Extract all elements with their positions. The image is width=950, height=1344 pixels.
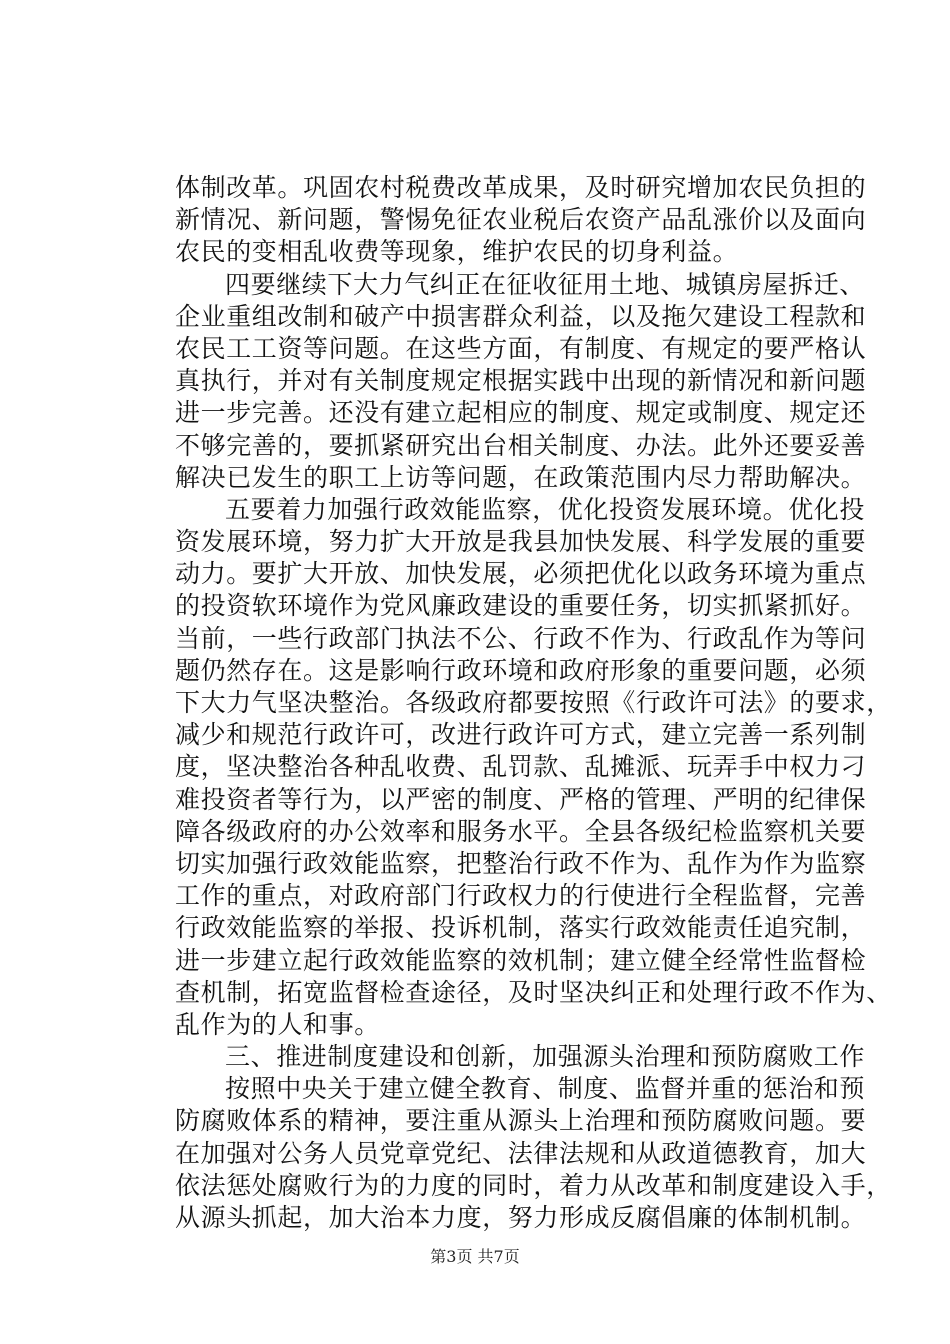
text-line: 障各级政府的办公效率和服务水平。全县各级纪检监察机关要 [175, 816, 867, 846]
text-line: 下大力气坚决整治。各级政府都要按照《行政许可法》的要求， [175, 688, 892, 717]
text-line: 乱作为的人和事。 [175, 1009, 380, 1039]
text-line: 的投资软环境作为党风廉政建设的重要任务，切实抓紧抓好。 [175, 591, 867, 621]
page-footer [0, 1247, 950, 1267]
text-line: 切实加强行政效能监察，把整治行政不作为、乱作为作为监察 [175, 848, 867, 878]
text-line: 度，坚决整治各种乱收费、乱罚款、乱摊派、玩弄手中权力刁 [175, 752, 867, 782]
text-line: 从源头抓起，加大治本力度，努力形成反腐倡廉的体制机制。 [175, 1203, 867, 1232]
section-heading: 三、推进制度建设和创新，加强源头治理和预防腐败工作 [225, 1042, 866, 1072]
text-line: 减少和规范行政许可，改进行政许可方式，建立完善一系列制 [175, 720, 867, 750]
text-line: 在加强对公务人员党章党纪、法律法规和从政道德教育，加大 [175, 1138, 867, 1168]
paragraph-start-line: 五要着力加强行政效能监察，优化投资发展环境。优化投 [225, 494, 866, 524]
paragraph-start-line: 按照中央关于建立健全教育、制度、监督并重的惩治和预 [225, 1074, 866, 1104]
text-line: 动力。要扩大开放、加快发展，必须把优化以政务环境为重点 [175, 559, 867, 589]
text-line: 资发展环境，努力扩大开放是我县加快发展、科学发展的重要 [175, 527, 867, 557]
text-line: 农民的变相乱收费等现象，维护农民的切身利益。 [175, 237, 739, 267]
page-number-label: 第3页 共7页 [430, 1247, 520, 1266]
text-line: 难投资者等行为，以严密的制度、严格的管理、严明的纪律保 [175, 784, 867, 814]
text-line: 企业重组改制和破产中损害群众利益，以及拖欠建设工程款和 [175, 301, 867, 331]
text-line: 工作的重点，对政府部门行政权力的行使进行全程监督，完善 [175, 881, 867, 911]
text-line: 题仍然存在。这是影响行政环境和政府形象的重要问题，必须 [175, 655, 867, 685]
text-line: 查机制，拓宽监督检查途径，及时坚决纠正和处理行政不作为、 [175, 977, 892, 1007]
text-line: 防腐败体系的精神，要注重从源头上治理和预防腐败问题。要 [175, 1106, 867, 1136]
text-line: 行政效能监察的举报、投诉机制，落实行政效能责任追究制， [175, 913, 867, 943]
paragraph-start-line: 四要继续下大力气纠正在征收征用土地、城镇房屋拆迁、 [225, 269, 866, 299]
text-line: 不够完善的，要抓紧研究出台相关制度、办法。此外还要妥善 [175, 430, 867, 460]
text-line: 依法惩处腐败行为的力度的同时，着力从改革和制度建设入手， [175, 1170, 892, 1200]
text-line: 进一步建立起行政效能监察的效机制；建立健全经常性监督检 [175, 945, 867, 975]
text-line: 新情况、新问题，警惕免征农业税后农资产品乱涨价以及面向 [175, 205, 867, 235]
text-line: 真执行，并对有关制度规定根据实践中出现的新情况和新问题 [175, 366, 867, 396]
body-text [175, 172, 892, 1234]
text-line: 农民工工资等问题。在这些方面，有制度、有规定的要严格认 [175, 333, 867, 363]
text-line: 进一步完善。还没有建立起相应的制度、规定或制度、规定还 [175, 398, 867, 428]
text-line: 当前，一些行政部门执法不公、行政不作为、行政乱作为等问 [175, 623, 867, 653]
text-line: 体制改革。巩固农村税费改革成果，及时研究增加农民负担的 [175, 173, 867, 202]
text-line: 解决已发生的职工上访等问题，在政策范围内尽力帮助解决。 [175, 462, 867, 492]
